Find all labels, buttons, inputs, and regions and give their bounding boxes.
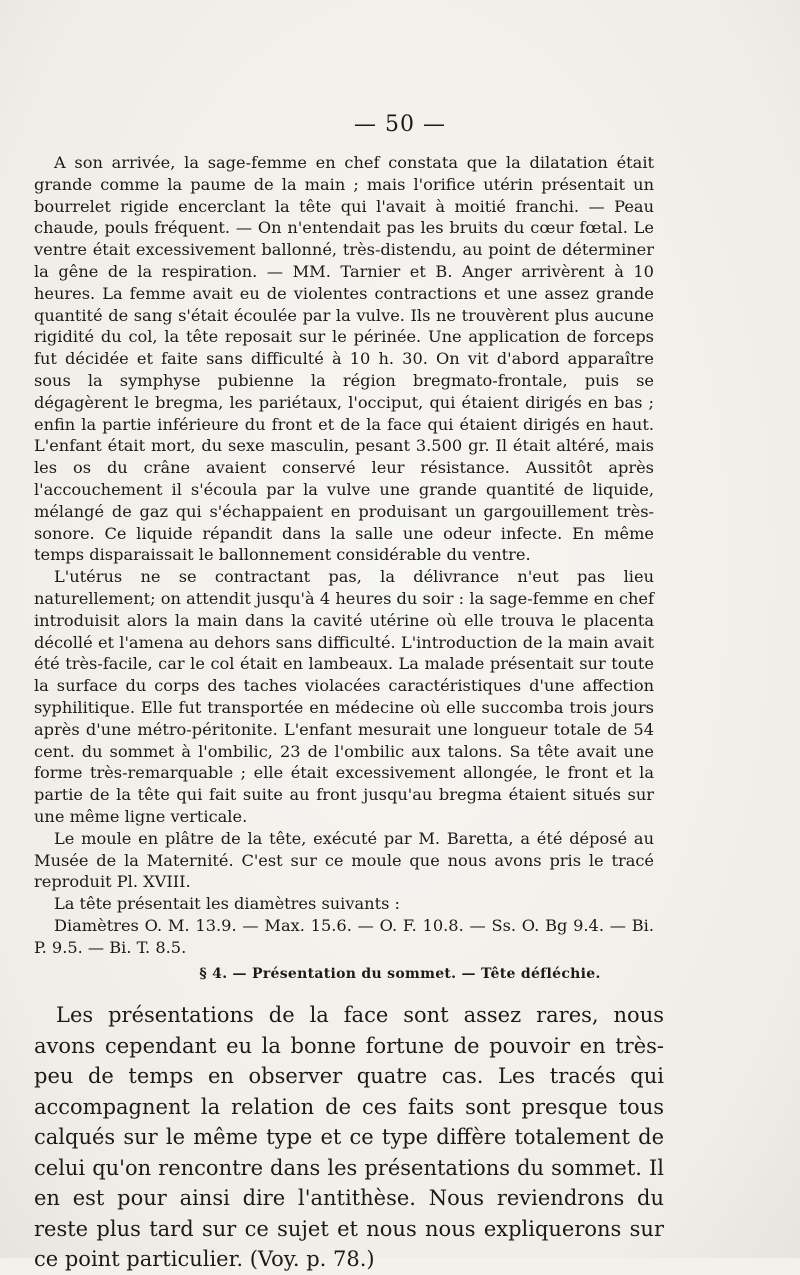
paragraph: Les présentations de la face sont assez rares, nous avons cependant eu la bonne fortune de pouvoir en très-peu de temps en observer quatre cas. Les tracés qui accompagnent la relation de ces faits sont presque tous calqués sur le même type et ce type diffère totalement de celui qu'on rencontre dans les présentations du sommet. Il en est pour ainsi dire l'antithèse. Nous reviendrons du reste plus tard sur ce sujet et nous nous expliquerons sur ce point particulier. (Voy. p. 78.) [34,1003,664,1271]
section-heading: § 4. — Présentation du sommet. — Tête défléchie. [199,966,601,982]
paragraph: L'utérus ne se contractant pas, la délivrance n'eut pas lieu naturellement; on attendit jusqu'à 4 heures du soir : la sage-femme en chef introduisit alors la main dans la cavité utérine où elle trouva le placenta décollé et l'amena au dehors sans difficulté. L'introduction de la main avait été très-facile, car le col était en lambeaux. La malade présentait sur toute la surface du corps des taches violacées caractéristiques d'une affection syphilitique. Elle fut transportée en médecine où elle succomba trois jours après d'une métro-péritonite. L'enfant mesurait une longueur totale de 54 cent. du sommet à l'ombilic, 23 de l'ombilic aux talons. Sa tête avait une forme très-remarquable ; elle était excessivement allongée, le front et la partie de la tête qui fait suite au front jusqu'au bregma étaient situés sur une même ligne verticale. [34,567,654,826]
section-intro-text [34,1000,664,1275]
case-report-text [34,152,654,958]
paragraph: La tête présentait les diamètres suivants : [54,894,400,914]
paragraph: A son arrivée, la sage-femme en chef constata que la dilatation était grande comme la paume de la main ; mais l'orifice utérin présentait un bourrelet rigide encerclant la tête qui l'avait à moitié franchi. — Peau chaude, pouls fréquent. — On n'entendait pas les bruits du cœur fœtal. Le ventre était excessivement ballonné, très-distendu, au point de déterminer la gêne de la respiration. — MM. Tarnier et B. Anger arrivèrent à 10 heures. La femme avait eu de violentes contractions et une assez grande quantité de sang s'était écoulée par la vulve. Ils ne trouvèrent plus aucune rigidité du col, la tête reposait sur le périnée. Une application de forceps fut décidée et faite sans difficulté à 10 h. 30. On vit d'abord apparaître sous la symphyse pubienne la région bregmato-frontale, puis se dégagèrent le bregma, les pariétaux, l'occiput, qui étaient dirigés en bas ; enfin la partie inférieure du front et de la face qui étaient dirigés en haut. L'enfant était mort, du sexe masculin, pesant 3.500 gr. Il était altéré, mais les os du crâne avaient conservé leur résistance. Aussitôt après l'accouchement il s'écoula par la vulve une grande quantité de liquide, mélangé de gaz qui s'échappaient en produisant un gargouillement très-sonore. Ce liquide répandit dans la salle une odeur infecte. En même temps disparaissait le ballonnement considérable du ventre. [34,153,654,565]
paragraph: Diamètres O. M. 13.9. — Max. 15.6. — O. F. 10.8. — Ss. O. Bg 9.4. — Bi. P. 9.5. — Bi. T. 8.5. [34,915,654,957]
page-number: — 50 — [354,112,446,137]
paragraph: Le moule en plâtre de la tête, exécuté par M. Baretta, a été déposé au Musée de la Maternité. C'est sur ce moule que nous avons pris le tracé reproduit Pl. XVIII. [34,828,654,892]
